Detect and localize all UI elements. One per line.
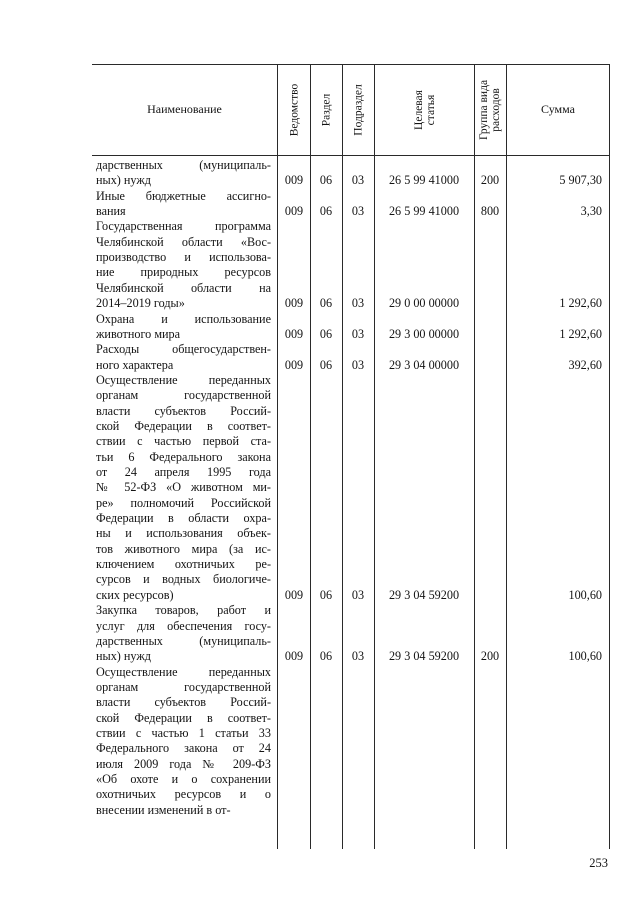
row-name-line: Федерального закона от 24: [96, 741, 271, 756]
header-bottom-border: [92, 155, 610, 156]
header-celevaya-line2: статья: [424, 94, 437, 125]
row-celevaya-cell: 26 5 99 41000: [388, 173, 460, 188]
row-name-line: власти субъектов Россий-: [96, 695, 271, 710]
row-name-line: ных) нужд: [96, 649, 151, 664]
row-celevaya-cell: 29 0 00 00000: [388, 296, 460, 311]
header-gruppa-label: [479, 79, 503, 139]
row-name-line: ствии с частью 1 статьи 33: [96, 725, 271, 740]
row-name-line: вания: [96, 204, 126, 219]
row-razdel-cell: 06: [319, 326, 333, 341]
row-podrazdel-cell: 03: [351, 649, 365, 664]
header-razdel-label: Раздел: [320, 93, 333, 126]
row-razdel-cell: 06: [319, 649, 333, 664]
row-podrazdel-cell: 03: [351, 204, 365, 219]
row-ved-cell: 009: [284, 649, 304, 664]
row-name-line: июля 2009 года № 209-ФЗ: [96, 756, 271, 771]
header-ved: [278, 64, 310, 155]
row-name-line: внесении изменений в от-: [96, 802, 231, 817]
row-name-line: Челябинской области «Вос-: [96, 234, 271, 249]
row-name-line: тов животного мира (за ис-: [96, 541, 271, 556]
row-gruppa-cell: 200: [480, 173, 500, 188]
row-name-line: ской Федерации в соответ-: [96, 710, 271, 725]
row-podrazdel-cell: 03: [351, 357, 365, 372]
row-summa-cell: 1 292,60: [559, 296, 602, 311]
row-celevaya-cell: 29 3 04 00000: [388, 357, 460, 372]
row-celevaya-cell: 26 5 99 41000: [388, 204, 460, 219]
header-gruppa-line1: Группа вида: [478, 79, 491, 140]
row-name-line: дарственных (муниципаль-: [96, 633, 271, 648]
row-podrazdel-cell: 03: [351, 326, 365, 341]
row-ved-cell: 009: [284, 204, 304, 219]
row-razdel-cell: 06: [319, 587, 333, 602]
row-name-line: Охрана и использование: [96, 311, 271, 326]
row-name-line: Осуществление переданных: [96, 664, 271, 679]
header-name: [92, 64, 277, 155]
row-summa-cell: 100,60: [568, 649, 602, 664]
row-razdel-cell: 06: [319, 173, 333, 188]
row-ved-cell: 009: [284, 587, 304, 602]
header-summa-label: Сумма: [541, 102, 575, 116]
row-name-line: № 52-ФЗ «О животном ми-: [96, 480, 271, 495]
row-name-line: дарственных (муниципаль-: [96, 158, 271, 172]
row-name-line: Федерации в области охра-: [96, 511, 271, 526]
row-summa-cell: 100,60: [568, 587, 602, 602]
row-name-line: ние природных ресурсов: [96, 265, 271, 280]
header-ved-label: Ведомство: [288, 83, 301, 136]
header-gruppa-line2: расходов: [490, 87, 503, 132]
row-summa-cell: 392,60: [568, 357, 602, 372]
row-ved-cell: 009: [284, 357, 304, 372]
header-podrazdel: [343, 64, 374, 155]
row-name-line: Государственная программа: [96, 219, 271, 234]
row-celevaya-cell: 29 3 00 00000: [388, 326, 460, 341]
header-razdel: [311, 64, 342, 155]
row-podrazdel-cell: 03: [351, 173, 365, 188]
header-celevaya-line1: Целевая: [412, 89, 425, 130]
row-name-line: от 24 апреля 1995 года: [96, 465, 271, 479]
row-name-line: ных) нужд: [96, 173, 151, 188]
row-name-line: сурсов и водных биологиче-: [96, 572, 271, 587]
row-name-line: Челябинской области на: [96, 280, 271, 295]
row-summa-cell: 5 907,30: [559, 173, 602, 188]
row-celevaya-cell: 29 3 04 59200: [388, 587, 460, 602]
row-razdel-cell: 06: [319, 296, 333, 311]
row-podrazdel-cell: 03: [351, 587, 365, 602]
row-gruppa-cell: 200: [480, 649, 500, 664]
header-summa: [507, 64, 609, 155]
row-name-line: Закупка товаров, работ и: [96, 603, 271, 618]
header-celevaya: [375, 64, 474, 155]
row-name-line: ских ресурсов): [96, 587, 174, 602]
row-name-line: ны и использования объек-: [96, 526, 271, 541]
row-name-line: органам государственной: [96, 679, 271, 694]
table-right-border: [609, 64, 610, 849]
row-name-line: Осуществление переданных: [96, 372, 271, 387]
row-celevaya-cell: 29 3 04 59200: [388, 649, 460, 664]
row-name-line: Расходы общегосударствен-: [96, 342, 271, 357]
row-summa-cell: 3,30: [580, 204, 602, 219]
row-name-line: ключением охотничьих ре-: [96, 557, 271, 572]
row-name-line: власти субъектов Россий-: [96, 403, 271, 418]
row-gruppa-cell: 800: [480, 204, 500, 219]
row-name-line: ствии с частью первой ста-: [96, 434, 271, 449]
header-gruppa: [475, 64, 506, 155]
row-name-line: услуг для обеспечения госу-: [96, 618, 271, 633]
row-name-line: ного характера: [96, 357, 174, 372]
page-number: 253: [589, 856, 608, 870]
row-ved-cell: 009: [284, 173, 304, 188]
row-name-line: животного мира: [96, 326, 181, 341]
header-celevaya-label: [413, 90, 437, 130]
header-name-label: Наименование: [147, 102, 222, 116]
row-name-line: ре» полномочий Российской: [96, 495, 271, 510]
row-name-line: производство и использова-: [96, 250, 271, 265]
row-name-line: Иные бюджетные ассигно-: [96, 188, 271, 203]
row-name-line: ской Федерации в соответ-: [96, 418, 271, 433]
row-name-line: 2014–2019 годы»: [96, 296, 185, 311]
row-razdel-cell: 06: [319, 204, 333, 219]
row-summa-cell: 1 292,60: [559, 326, 602, 341]
row-name-line: тьи 6 Федерального закона: [96, 449, 271, 464]
row-ved-cell: 009: [284, 326, 304, 341]
row-razdel-cell: 06: [319, 357, 333, 372]
row-ved-cell: 009: [284, 296, 304, 311]
row-podrazdel-cell: 03: [351, 296, 365, 311]
row-name-line: органам государственной: [96, 388, 271, 403]
row-name-line: охотничьих ресурсов и о: [96, 787, 271, 802]
header-podrazdel-label: Подраздел: [352, 83, 365, 136]
row-name-line: «Об охоте и о сохранении: [96, 772, 271, 786]
